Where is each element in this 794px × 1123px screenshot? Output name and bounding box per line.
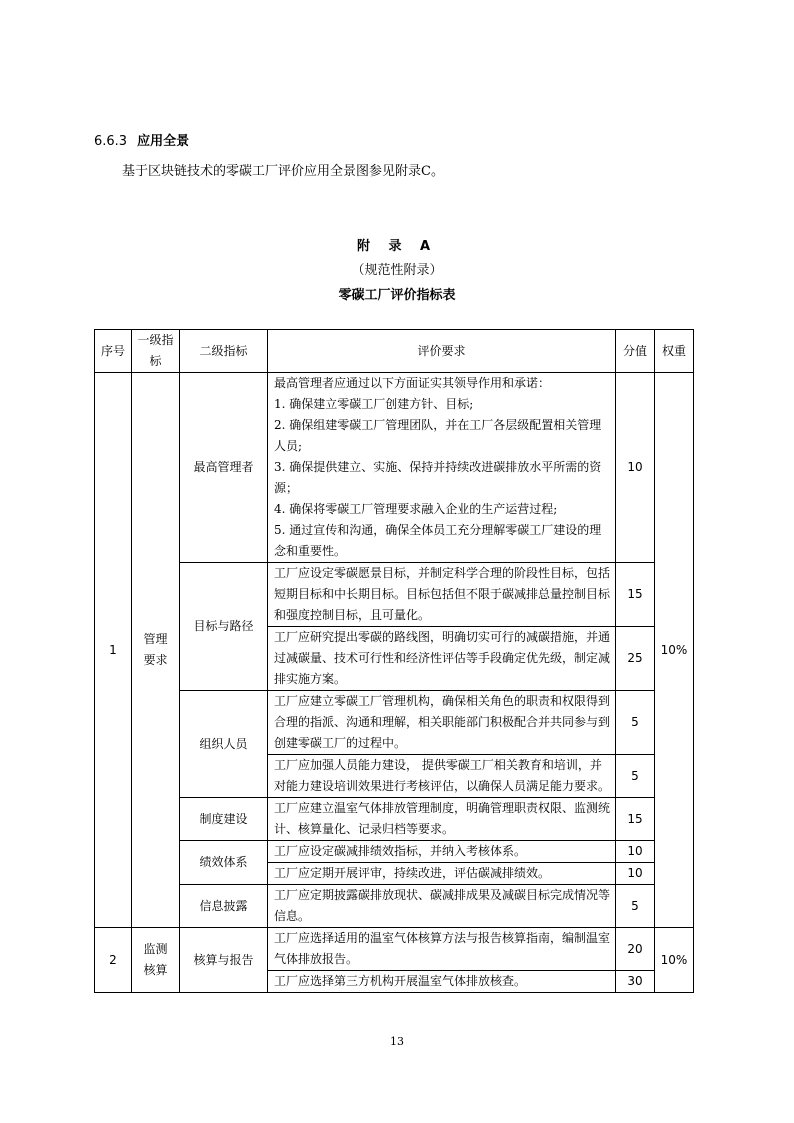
requirement-line: 工厂应研究提出零碳的路线图，明确切实可行的减碳措施，并通过减碳量、技术可行性和经济性评估等手段确定优先级，制定减排实施方案。 (274, 630, 611, 686)
requirement-line: 工厂应选择适用的温室气体核算方法与报告核算指南，编制温室气体排放报告。 (274, 931, 611, 966)
requirement-cell (268, 691, 616, 755)
score-cell: 5 (616, 691, 655, 755)
score-cell: 5 (616, 755, 655, 798)
score-cell: 10 (616, 373, 655, 563)
requirement-cell (268, 841, 616, 863)
requirement-line: 5. 通过宣传和沟通，确保全体员工充分理解零碳工厂建设的理念和重要性。 (274, 523, 602, 558)
requirement-line: 工厂应定期开展评审，持续改进，评估碳减排绩效。 (274, 866, 551, 880)
requirement-line: 工厂应设定碳减排绩效指标，并纳入考核体系。 (274, 844, 527, 858)
header-requirement: 评价要求 (268, 330, 616, 373)
requirement-line: 2. 确保组建零碳工厂管理团队，并在工厂各层级配置相关管理人员; (274, 418, 602, 453)
level2-cell: 制度建设 (180, 798, 268, 841)
appendix-label: 附 录 A (356, 239, 438, 254)
section-number: 6.6.3 (94, 134, 128, 149)
level1-cell: 监测核算 (132, 928, 180, 993)
seq-cell: 1 (95, 373, 132, 928)
level2-cell: 组织人员 (180, 691, 268, 798)
appendix-type: （规范性附录） (351, 263, 443, 278)
level2-cell: 最高管理者 (180, 373, 268, 563)
appendix-title: 零碳工厂评价指标表 (338, 288, 456, 303)
requirement-cell (268, 563, 616, 627)
score-cell: 10 (616, 863, 655, 885)
intro-paragraph: 基于区块链技术的零碳工厂评价应用全景图参见附录C。 (122, 164, 444, 179)
requirement-line: 工厂应加强人员能力建设， 提供零碳工厂相关教育和培训，并对能力建设培训效果进行考核评估，以确保人员满足能力要求。 (274, 758, 611, 793)
requirement-cell (268, 373, 616, 563)
table-row (95, 798, 694, 841)
requirement-line: 工厂应建立零碳工厂管理机构，确保相关角色的职责和权限得到合理的指派、沟通和理解，相关职能部门积极配合并共同参与到创建零碳工厂的过程中。 (274, 694, 611, 750)
requirement-cell (268, 863, 616, 885)
requirement-line: 3. 确保提供建立、实施、保持并持续改进碳排放水平所需的资源； (274, 460, 602, 495)
requirement-cell (268, 928, 616, 971)
requirement-cell (268, 885, 616, 928)
requirement-line: 1. 确保建立零碳工厂创建方针、目标; (274, 397, 474, 411)
requirement-line: 工厂应建立温室气体排放管理制度，明确管理职责权限、监测统计、核算量化、记录归档等要求。 (274, 801, 611, 836)
score-cell: 30 (616, 971, 655, 993)
level2-cell: 信息披露 (180, 885, 268, 928)
header-seq: 序号 (95, 330, 132, 373)
weight-cell: 10% (655, 373, 694, 928)
table-row (95, 885, 694, 928)
header-level2: 二级指标 (180, 330, 268, 373)
table-body (95, 373, 694, 993)
level2-cell: 绩效体系 (180, 841, 268, 885)
page-number: 13 (390, 1035, 404, 1048)
score-cell: 15 (616, 798, 655, 841)
level2-cell: 核算与报告 (180, 928, 268, 993)
level1-cell: 管理要求 (132, 373, 180, 928)
header-level1: 一级指标 (132, 330, 180, 373)
requirement-cell (268, 627, 616, 691)
requirement-line: 工厂应定期披露碳排放现状、碳减排成果及减碳目标完成情况等信息。 (274, 888, 611, 923)
requirement-cell (268, 755, 616, 798)
header-score: 分值 (616, 330, 655, 373)
level2-cell: 目标与路径 (180, 563, 268, 691)
requirement-cell (268, 798, 616, 841)
section-heading (94, 133, 189, 151)
table-header (95, 330, 694, 373)
table-row (95, 563, 694, 627)
requirement-cell (268, 971, 616, 993)
table-header-row (95, 330, 694, 373)
score-cell: 25 (616, 627, 655, 691)
score-cell: 20 (616, 928, 655, 971)
table-row (95, 841, 694, 863)
weight-cell: 10% (655, 928, 694, 993)
table-row (95, 373, 694, 563)
table-row (95, 691, 694, 755)
requirement-line: 最高管理者应通过以下方面证实其领导作用和承诺： (274, 376, 551, 390)
section-title: 应用全景 (137, 134, 190, 149)
requirement-line: 工厂应选择第三方机构开展温室气体排放核查。 (274, 974, 527, 988)
score-cell: 10 (616, 841, 655, 863)
table-row (95, 928, 694, 971)
requirement-line: 4. 确保将零碳工厂管理要求融入企业的生产运营过程; (274, 502, 558, 516)
header-weight: 权重 (655, 330, 694, 373)
score-cell: 5 (616, 885, 655, 928)
score-cell: 15 (616, 563, 655, 627)
seq-cell: 2 (95, 928, 132, 993)
requirement-line: 工厂应设定零碳愿景目标，并制定科学合理的阶段性目标，包括短期目标和中长期目标。目标包括但不限于碳减排总量控制目标和强度控制目标，且可量化。 (274, 566, 611, 622)
evaluation-table (94, 329, 694, 993)
